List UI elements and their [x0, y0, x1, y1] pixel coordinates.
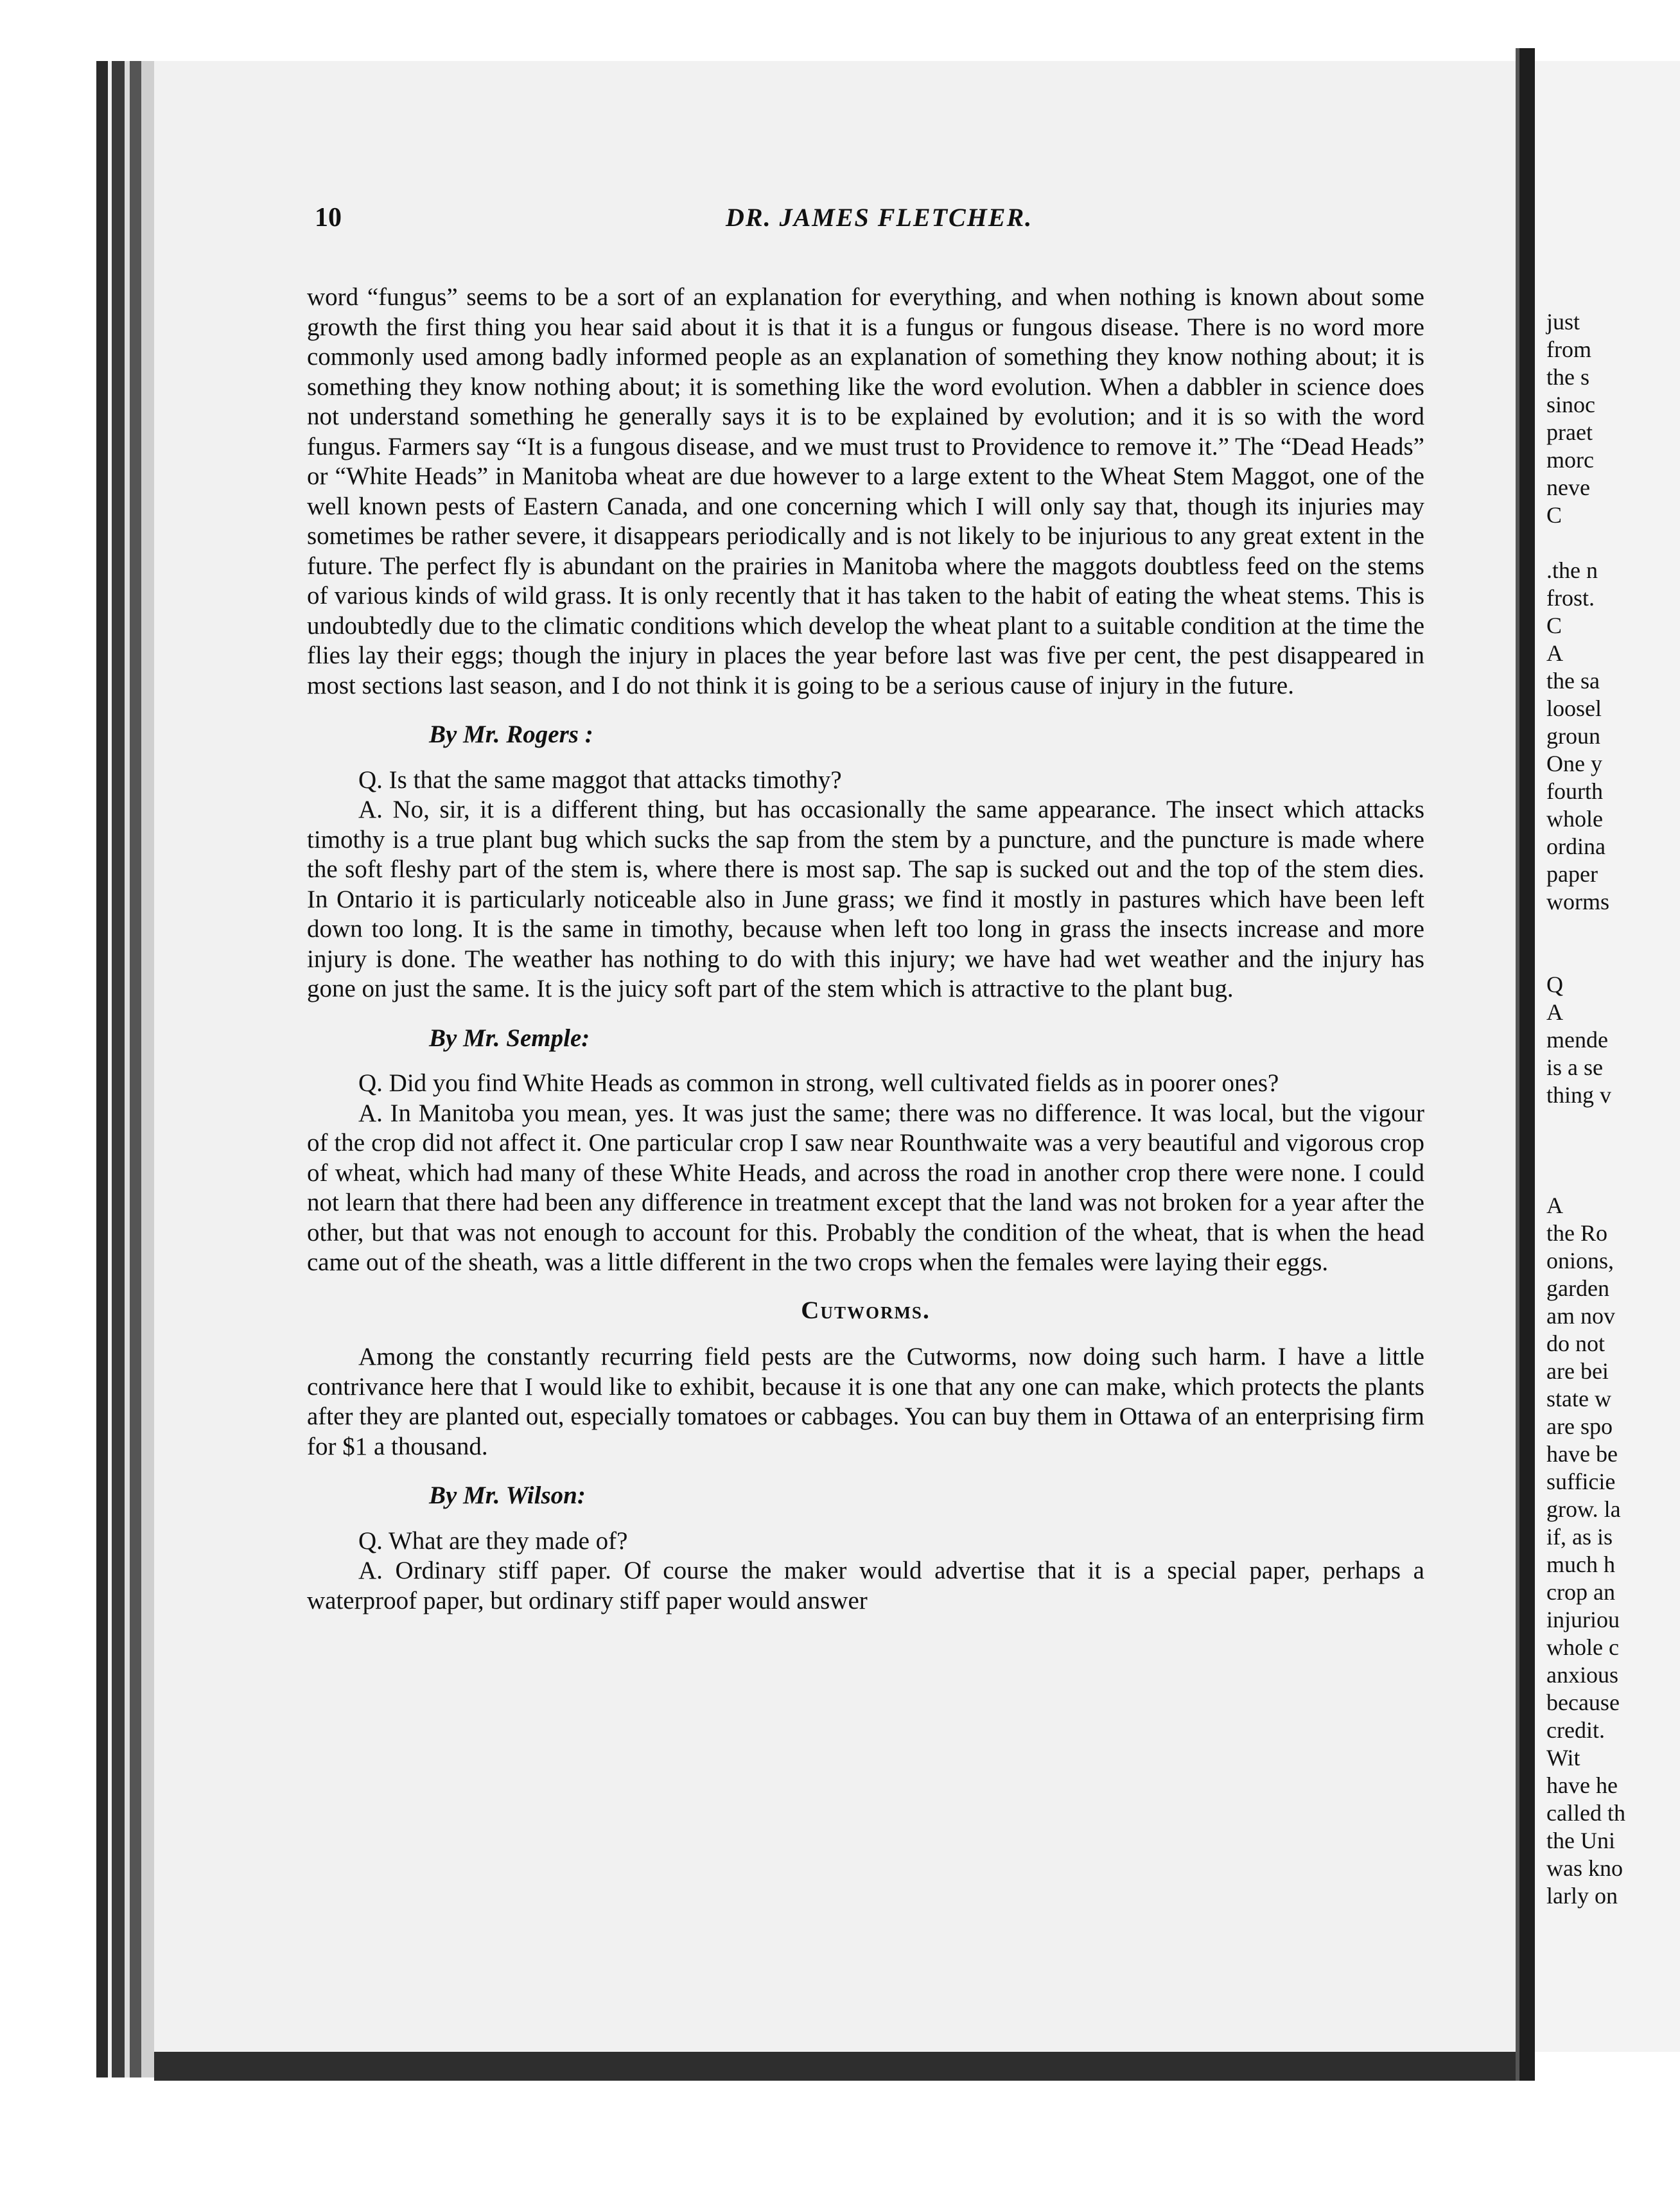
facing-page-line: from — [1546, 337, 1591, 362]
running-head: DR. JAMES FLETCHER. — [726, 203, 1033, 232]
facing-page-line: morc — [1546, 447, 1594, 473]
answer-made-of: A. Ordinary stiff paper. Of course the maker would advertise that it is a special paper, perhaps a waterproof paper, but ordinary stiff paper would answer — [307, 1557, 1424, 1614]
page-header — [315, 202, 1419, 241]
facing-page-line: was kno — [1546, 1855, 1623, 1881]
facing-page-line: Wit — [1546, 1745, 1580, 1771]
facing-page-line: injuriou — [1546, 1607, 1620, 1632]
facing-page-line: .the n — [1546, 557, 1598, 583]
facing-page-line: paper — [1546, 861, 1598, 887]
facing-page-line: because — [1546, 1690, 1620, 1715]
facing-page-line: A — [1546, 1193, 1563, 1218]
facing-page-line: is a se — [1546, 1054, 1603, 1080]
paragraph-fungus: word “fungus” seems to be a sort of an explanation for everything, and when nothing is known about some growth the first thing you hear said about it is that it is a fungus or fungous disease. There is no word more commonly used among badly informed people as an explanation of something they know nothing about; it is something they know nothing about; it is something like the word evolution. When a dabbler in science does not understand something he generally says it is to be explained by evolution; and it is so with the word fungus. Farmers say “It is a fungous disease, and we must trust to Providence to remove it.” The “Dead Heads” or “White Heads” in Manitoba wheat are due however to a large extent to the Wheat Stem Maggot, one of the well known pests of Eastern Canada, and one concerning which I will only say that, though its injuries may sometimes be rather severe, it disappears periodically and is not likely to be injurious to any great extent in the future. The perfect fly is abundant on the prairies in Manitoba where the maggots doubtless feed on the stems of various kinds of wild grass. It is only recently that it has taken to the habit of eating the wheat stems. This is undoubtedly due to the climatic conditions which develop the wheat plant to a suitable condition at the time the flies lay their eggs; though the injury in places the year before last was five per cent, the pest disappeared in most sections last season, and I do not think it is going to be a serious cause of injury in the future. — [307, 283, 1424, 699]
answer-white-heads: A. In Manitoba you mean, yes. It was just the same; there was no difference. It was local, but the vigour of the crop did not affect it. One particular crop I saw near Rounthwaite was a very beautiful and vigorous crop of wheat, which had many of these White Heads, and across the road in another crop there were none. I could not learn that there had been any difference in treatment except that the land was not broken for a year after the other, but that was not enough to account for this. Probably the condition of the wheat, that is when the head came out of the sheath, was a little different in the two crops when the females were laying their eggs. — [307, 1099, 1424, 1276]
speaker-wilson: By Mr. Wilson: — [429, 1482, 586, 1509]
facing-page-line: the s — [1546, 364, 1589, 390]
facing-page-line: are spo — [1546, 1413, 1613, 1439]
facing-page-line: state w — [1546, 1386, 1611, 1412]
page-bottom-shadow — [154, 2052, 1535, 2081]
question-timothy: Q. Is that the same maggot that attacks timothy? — [358, 765, 842, 794]
facing-page-line: loosel — [1546, 695, 1602, 721]
facing-page-line: whole — [1546, 806, 1603, 832]
facing-page-line: groun — [1546, 723, 1600, 749]
facing-page-line: neve — [1546, 475, 1590, 500]
facing-page-line — [1546, 529, 1680, 557]
page-number: 10 — [315, 203, 342, 232]
page-body — [307, 283, 1424, 1616]
scan-margin — [0, 0, 96, 2204]
section-title-cutworms: Cutworms. — [801, 1296, 931, 1324]
facing-page-line — [1546, 1109, 1680, 1137]
answer-timothy: A. No, sir, it is a different thing, but has occasionally the same appearance. The insect which attacks timothy is a true plant bug which sucks the sap from the stem by a puncture, and the puncture is made where the soft fleshy part of the stem is, where there is most sap. The sap is sucked out and the top of the stem dies. In Ontario it is particularly noticeable also in June grass; we find it mostly in pastures which have been left down too long. It is the same in timothy, because when left too long in grass the insects increase and more injury is done. The weather has nothing to do with this injury; we have had wet weather and the injury has gone on just the same. It is the juicy soft part of the stem which is attractive to the plant bug. — [307, 796, 1424, 1002]
facing-page-line — [1546, 943, 1680, 971]
facing-page-line: the sa — [1546, 668, 1600, 694]
facing-page-line: much h — [1546, 1552, 1615, 1577]
facing-page-line: sufficie — [1546, 1469, 1616, 1494]
facing-page-line: praet — [1546, 419, 1593, 445]
facing-page-line: whole c — [1546, 1634, 1619, 1660]
speaker-rogers: By Mr. Rogers : — [429, 721, 593, 748]
facing-page-line: if, as is — [1546, 1524, 1613, 1550]
facing-page-text — [1546, 308, 1680, 1910]
facing-page-line: larly on — [1546, 1883, 1618, 1909]
facing-page-line: the Uni — [1546, 1828, 1615, 1853]
facing-page-line: credit. — [1546, 1717, 1605, 1743]
facing-page-line: worms — [1546, 889, 1609, 914]
facing-page-line: onions, — [1546, 1248, 1614, 1273]
facing-page-line: ordina — [1546, 834, 1606, 859]
facing-page-line: fourth — [1546, 778, 1603, 804]
speaker-semple: By Mr. Semple: — [429, 1024, 590, 1052]
facing-page-line: grow. la — [1546, 1496, 1621, 1522]
facing-page-line: am nov — [1546, 1303, 1615, 1329]
book-spine-highlight — [1516, 48, 1519, 2081]
facing-page-line: garden — [1546, 1275, 1609, 1301]
facing-page-line — [1546, 1137, 1680, 1164]
facing-page-line: the Ro — [1546, 1220, 1607, 1246]
facing-page-line: do not — [1546, 1331, 1606, 1356]
facing-page-line: anxious — [1546, 1662, 1618, 1688]
facing-page-line: just — [1546, 309, 1580, 335]
facing-page-line: have be — [1546, 1441, 1618, 1467]
question-made-of: Q. What are they made of? — [358, 1526, 628, 1555]
facing-page-line: have he — [1546, 1772, 1618, 1798]
facing-page-line — [1546, 916, 1680, 943]
facing-page-line: thing v — [1546, 1082, 1612, 1108]
paragraph-cutworms: Among the constantly recurring field pests are the Cutworms, now doing such harm. I have a little contrivance here that I would like to exhibit, because it is one that any one can make, which protects the plants after they are planted out, especially tomatoes or cabbages. You can buy them in Ottawa of an enterprising firm for $1 a thousand. — [307, 1343, 1424, 1460]
facing-page-line: are bei — [1546, 1358, 1609, 1384]
facing-page-line: C — [1546, 613, 1562, 638]
facing-page-line: C — [1546, 502, 1562, 528]
facing-page-line: frost. — [1546, 585, 1595, 611]
facing-page-line — [1546, 1164, 1680, 1192]
facing-page-line: mende — [1546, 1027, 1608, 1053]
facing-page-line: Q — [1546, 972, 1563, 997]
facing-page-line: sinoc — [1546, 392, 1595, 417]
question-white-heads: Q. Did you find White Heads as common in strong, well cultivated fields as in poorer ones? — [358, 1069, 1279, 1097]
facing-page-line: A — [1546, 999, 1563, 1025]
facing-page-line: called th — [1546, 1800, 1625, 1826]
facing-page-line: A — [1546, 640, 1563, 666]
facing-page-line: crop an — [1546, 1579, 1615, 1605]
facing-page-line: One y — [1546, 751, 1602, 776]
book-binding-edge — [96, 61, 154, 2077]
